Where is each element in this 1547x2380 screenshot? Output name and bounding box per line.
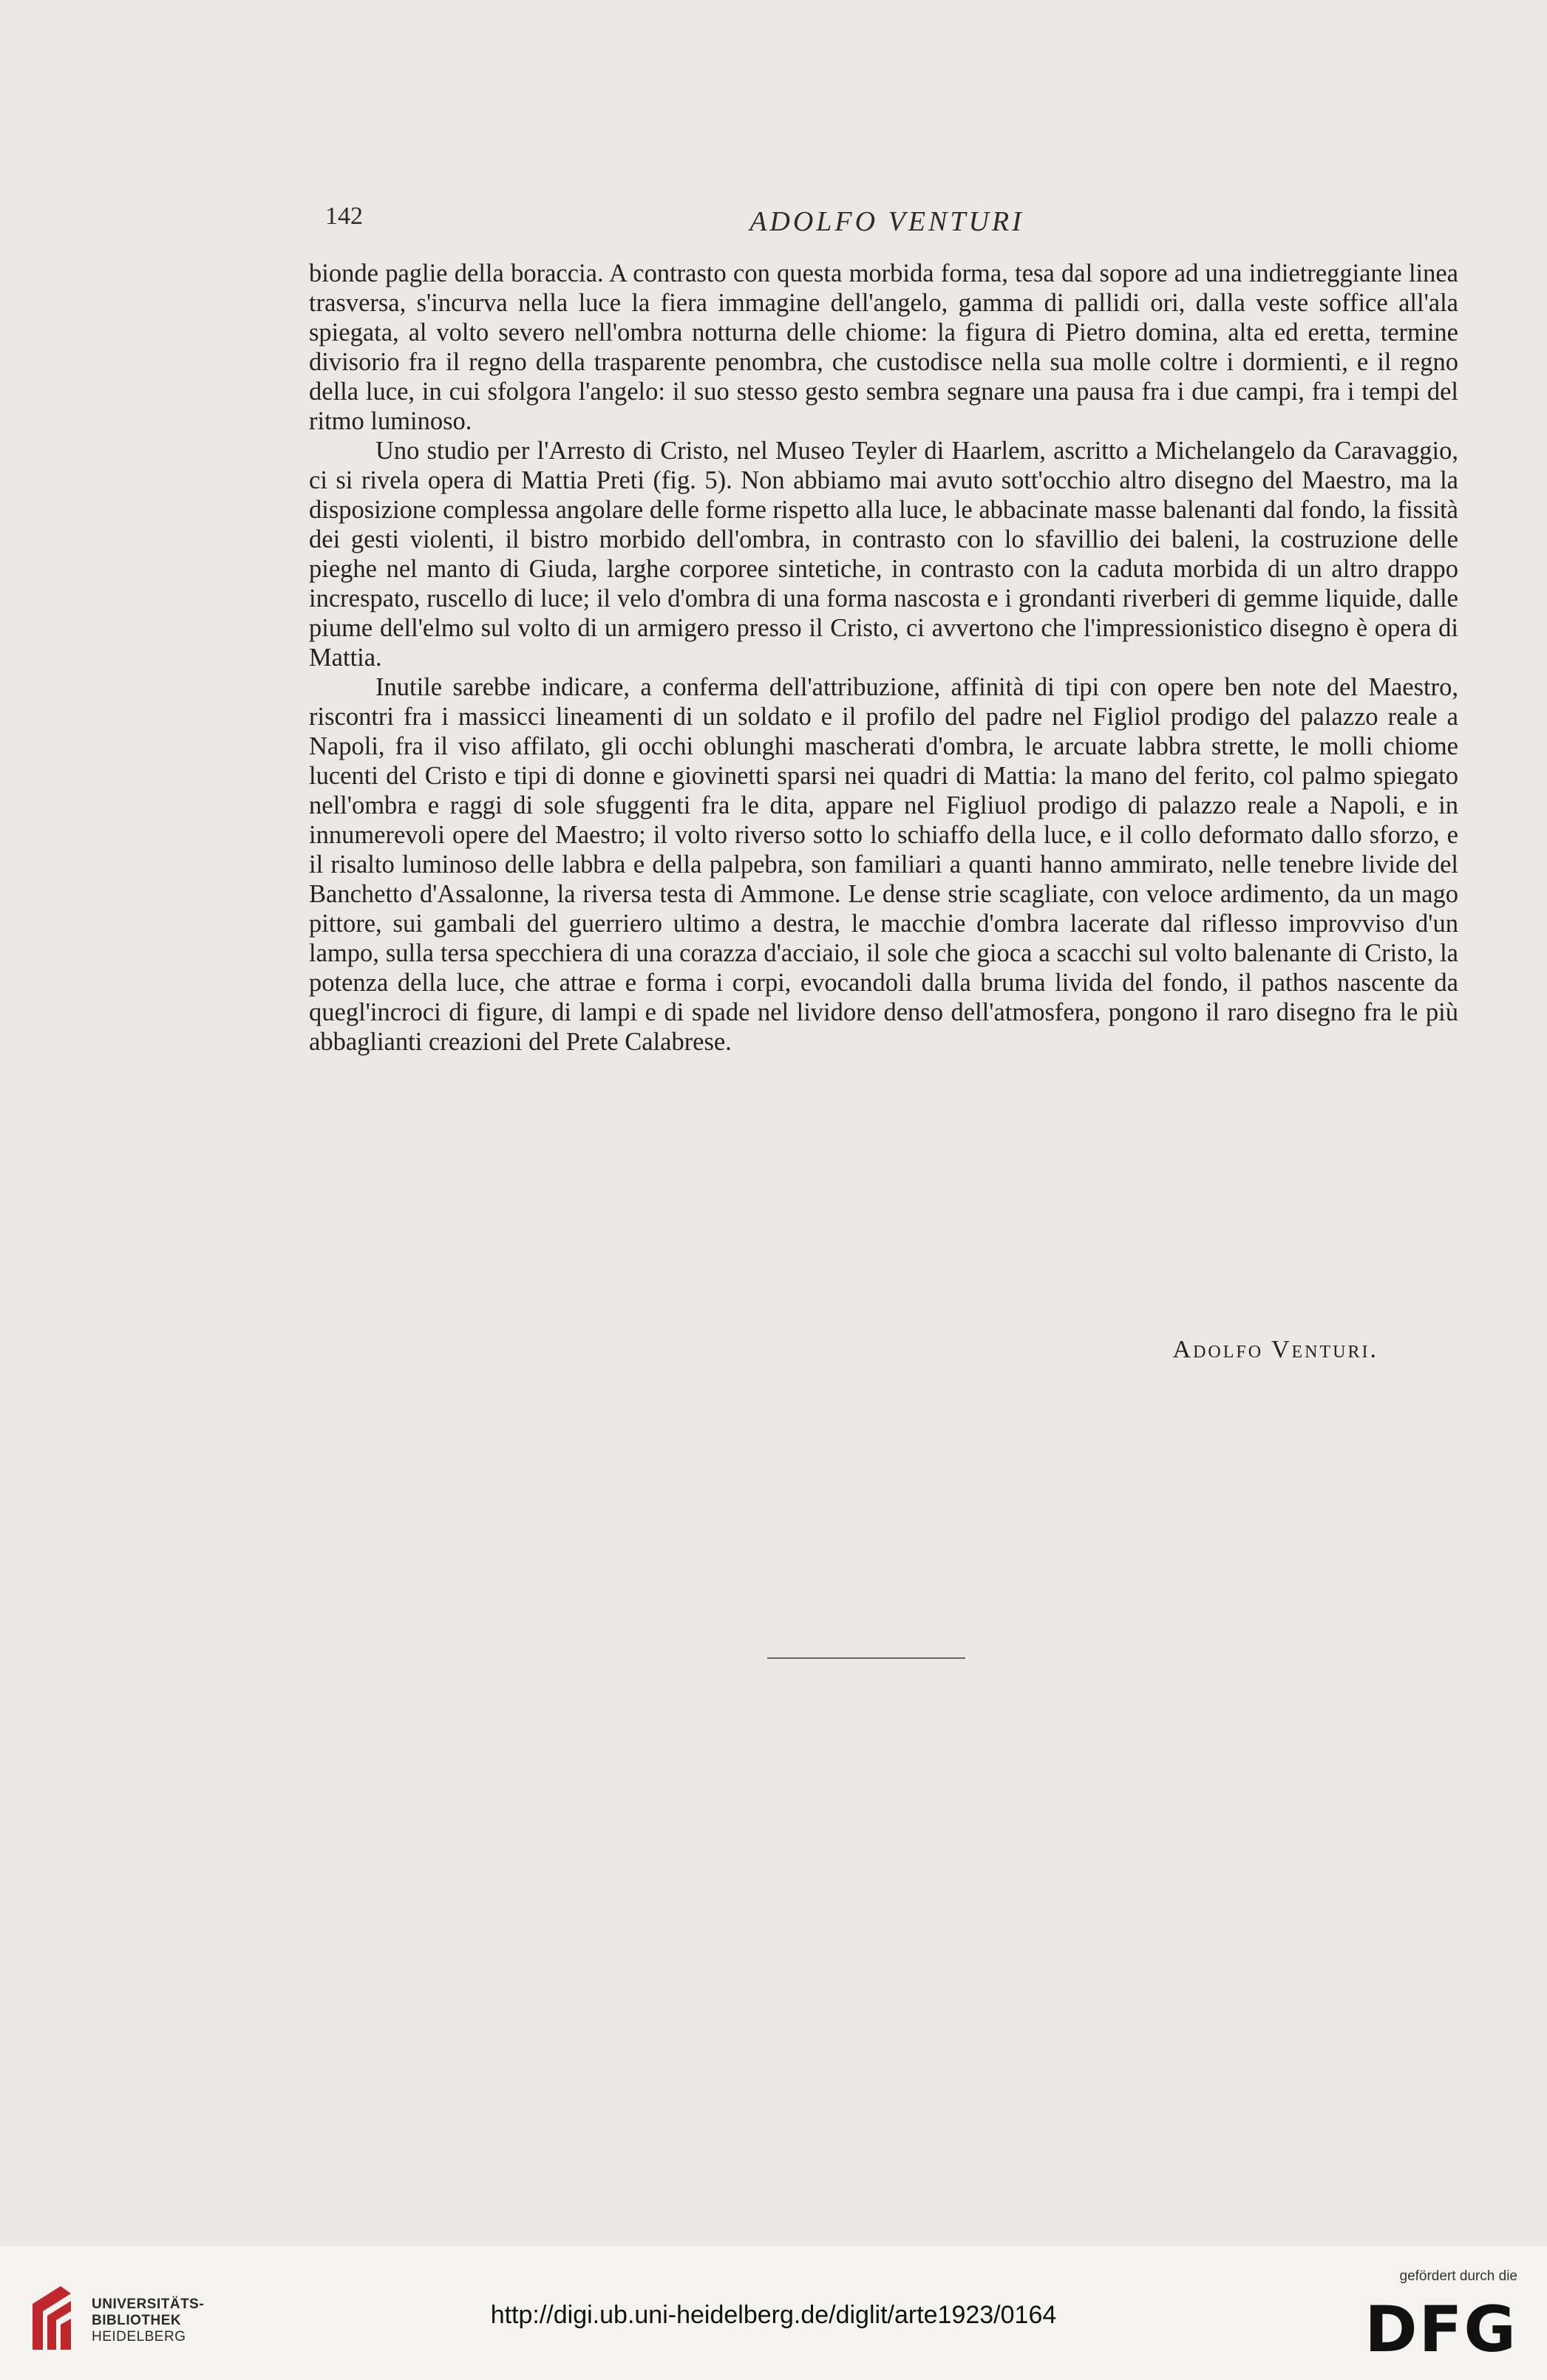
- body-text: [309, 259, 1458, 1057]
- ub-name-line-3: HEIDELBERG: [92, 2329, 186, 2345]
- paragraph-2: Uno studio per l'Arresto di Cristo, nel Museo Teyler di Haarlem, ascritto a Michelangelo da Caravaggio, ci si rivela opera di Mattia Preti (fig. 5). Non abbiamo mai avuto sott'occhio altro disegno del Maestro, ma la disposizione complessa angolare delle forme rispetto alla luce, le abbacinate masse balenanti dal fondo, la fissità dei gesti violenti, il bistro morbido dell'ombra, in contrasto con lo sfavillio dei baleni, la costruzione delle pieghe nel manto di Giuda, larghe corporee sintetiche, in contrasto con la caduta morbida di un altro drappo increspato, ruscello di luce; il velo d'ombra di una forma nascosta e i grondanti riverberi di gemme liquide, dalle piume dell'elmo sul volto di un armigero presso il Cristo, ci avvertono che l'impressionistico disegno è opera di Mattia.: [309, 437, 1458, 672]
- closing-rule: [767, 1657, 965, 1659]
- paragraph-1: bionde paglie della boraccia. A contrasto con questa morbida forma, tesa dal sopore ad una indietreggiante linea trasversa, s'incurva nella luce la fiera immagine dell'angelo, gamma di pallidi ori, dalla veste soffice all'ala spiegata, al volto severo nell'ombra notturna delle chiome: la figura di Pietro domina, alta ed eretta, termine divisorio fra il regno della trasparente penombra, che custodisce nella sua molle coltre i dormienti, e il regno della luce, in cui sfolgora l'angelo: il suo stesso gesto sembra segnare una pausa fra i due campi, fra i tempi del ritmo luminoso.: [309, 259, 1458, 435]
- page-header: [325, 198, 1449, 242]
- page-number: 142: [325, 202, 363, 230]
- dfg-logo[interactable]: [1355, 2268, 1517, 2372]
- running-title: ADOLFO VENTURI: [749, 206, 1024, 237]
- dfg-logo-text: DFG: [1364, 2293, 1517, 2367]
- ub-name-line-1: UNIVERSITÄTS-: [92, 2297, 205, 2312]
- author-signature: Adolfo Venturi.: [1172, 1336, 1378, 1363]
- permalink-url[interactable]: http://digi.ub.uni-heidelberg.de/diglit/arte1923/0164: [490, 2301, 1057, 2329]
- paragraph-3: Inutile sarebbe indicare, a conferma dell'attribuzione, affinità di tipi con opere ben note del Maestro, riscontri fra i massicci lineamenti di un soldato e il profilo del padre nel Figliol prodigo del palazzo reale a Napoli, fra il viso affilato, gli occhi oblunghi mascherati d'ombra, le arcuate labbra strette, le molli chiome lucenti del Cristo e tipi di donne e giovinetti sparsi nei quadri di Mattia: la mano del ferito, col palmo spiegato nell'ombra e raggi di sole sfuggenti fra le dita, appare nel Figliuol prodigo di palazzo reale a Napoli, e in innumerevoli opere del Maestro; il volto riverso sotto lo schiaffo della luce, e il collo deformato dallo sforzo, e il risalto luminoso delle labbra e della palpebra, son familiari a quanti hanno ammirato, nelle tenebre livide del Banchetto d'Assalonne, la riversa testa di Ammone. Le dense strie scagliate, con veloce ardimento, da un mago pittore, sui gambali del guerriero ultimo a destra, le macchie d'ombra lacerate dal riflesso improvviso d'un lampo, sulla tersa specchiera di una corazza d'acciaio, il sole che gioca a scacchi sul volto balenante di Cristo, la potenza della luce, che attrae e forma i corpi, evocandoli dalla bruma livida del fondo, il pathos nascente da quegl'incroci di figure, di lampi e di spade nel lividore denso dell'atmosfera, pongono il raro disegno fra le più abbaglianti creazioni del Prete Calabrese.: [309, 673, 1458, 1056]
- ub-name-line-2: BIBLIOTHEK: [92, 2313, 182, 2328]
- funding-caption: gefördert durch die: [1399, 2268, 1517, 2284]
- footer-bar: [0, 2246, 1547, 2380]
